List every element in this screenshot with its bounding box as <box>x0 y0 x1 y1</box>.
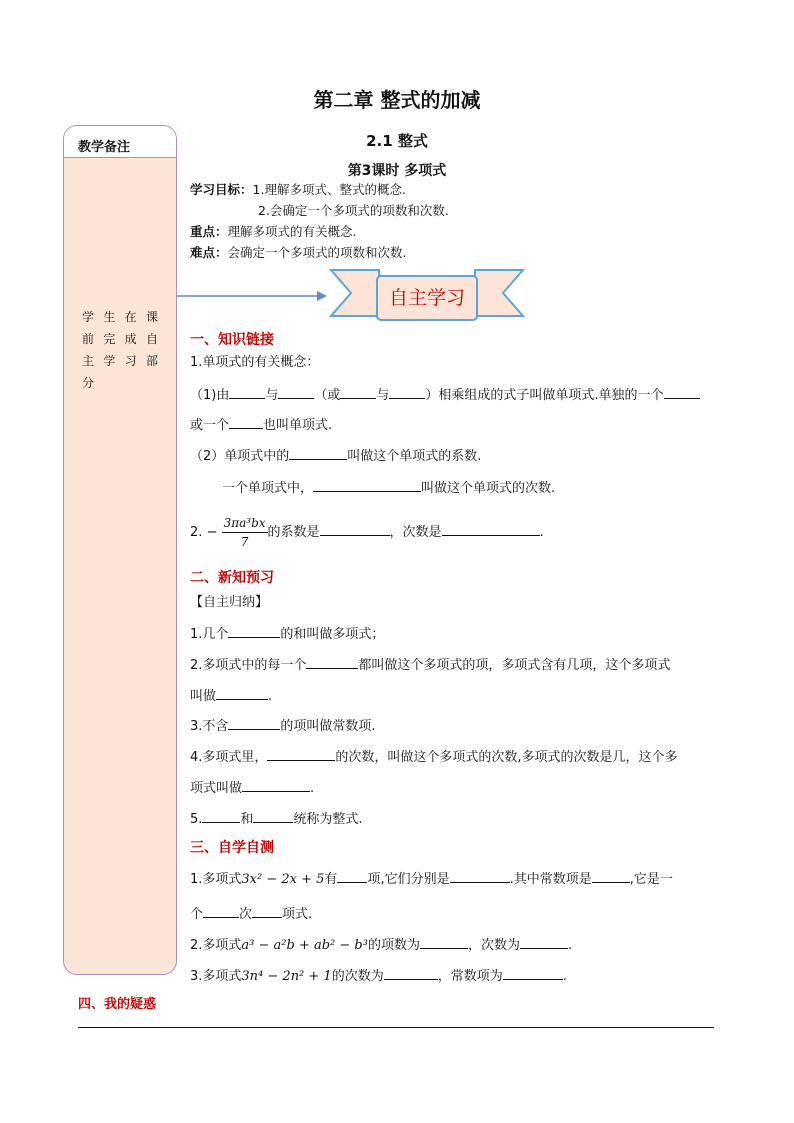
blank[interactable] <box>389 386 425 399</box>
blank[interactable] <box>228 717 280 730</box>
text-seg: 也叫单项式. <box>263 418 333 433</box>
part2-l3 <box>190 717 725 736</box>
blank[interactable] <box>289 447 347 460</box>
text-seg: 2.多项式中的每一个 <box>190 658 307 673</box>
key-text: 理解多项式的有关概念. <box>227 224 357 239</box>
sidebar-note: 学生在课前完成自主学习部分 <box>82 310 164 390</box>
text-seg: ，常数项为 <box>437 969 503 984</box>
part3-l3 <box>190 967 725 986</box>
blank[interactable] <box>337 870 367 883</box>
part2-subheading: 【自主归纳】 <box>190 595 269 610</box>
blank[interactable] <box>340 386 376 399</box>
objective-1: 1.理解多项式、整式的概念. <box>252 182 406 197</box>
text-seg: 的次数为 <box>331 969 384 984</box>
text-seg: .其中常数项是 <box>509 872 592 887</box>
part3-l1 <box>190 870 725 889</box>
text-seg: 的和叫做多项式； <box>280 627 385 642</box>
part3-l2 <box>190 936 725 955</box>
blank[interactable] <box>203 905 239 918</box>
text-seg: 3.不含 <box>190 719 229 734</box>
objective-2: 2.会确定一个多项式的项数和次数. <box>258 203 449 218</box>
text-seg: 1.几个 <box>190 627 229 642</box>
text-seg: 项式叫做 <box>190 781 243 796</box>
blank[interactable] <box>253 810 293 823</box>
difficult-point <box>190 244 407 261</box>
text-seg: 都叫做这个多项式的项，多项式含有几项，这个多项式 <box>358 658 671 673</box>
self-study-banner <box>329 266 525 326</box>
blank[interactable] <box>503 967 563 980</box>
text-seg: 和 <box>240 812 254 827</box>
math-expression: 3x² − 2x + 5 <box>241 872 325 887</box>
part1-q1b <box>190 447 725 466</box>
blank[interactable] <box>320 523 390 536</box>
text-seg: 的项叫做常数项. <box>280 719 376 734</box>
text-seg: 或一个 <box>190 418 230 433</box>
blank[interactable] <box>267 748 335 761</box>
text-seg: ）相乘组成的式子叫做单项式.单独的一个 <box>425 388 664 403</box>
part3-l1-cont <box>190 905 725 924</box>
blank[interactable] <box>202 810 240 823</box>
blank[interactable] <box>313 479 421 492</box>
chapter-title: 第二章 整式的加减 <box>313 88 481 112</box>
part1-q1c <box>222 479 757 498</box>
blank[interactable] <box>664 386 700 399</box>
text-seg: . <box>310 781 315 796</box>
part4-heading: 四、我的疑惑 <box>78 997 157 1012</box>
text-seg: 一个单项式中， <box>222 481 314 496</box>
blank[interactable] <box>242 779 310 792</box>
part2-l1 <box>190 625 725 644</box>
text-seg: 的系数是 <box>267 525 320 540</box>
lesson-title: 第3课时 多项式 <box>347 163 447 179</box>
text-seg: 4.多项式里， <box>190 750 268 765</box>
fraction-denominator: 7 <box>240 535 249 549</box>
part1-q2 <box>190 514 725 551</box>
text-seg: 5. <box>190 812 203 827</box>
fraction-numerator: 3πa³bx <box>222 514 268 533</box>
arrow-icon <box>177 288 327 304</box>
text-seg: ，次数是 <box>389 525 442 540</box>
text-seg: 的项数为 <box>367 938 420 953</box>
part2-l5 <box>190 810 725 829</box>
text-seg: 2. − <box>190 525 218 540</box>
math-expression: a³ − a²b + ab² − b³ <box>241 938 368 953</box>
text-seg: 1.多项式 <box>190 872 242 887</box>
blank[interactable] <box>278 386 314 399</box>
text-seg: 2.多项式 <box>190 938 242 953</box>
part2-heading: 二、新知预习 <box>190 570 274 586</box>
teaching-notes-sidebar <box>63 125 177 975</box>
part1-q1: 1.单项式的有关概念： <box>190 355 320 370</box>
text-seg: . <box>562 969 567 984</box>
part1-q1a-cont <box>190 416 725 435</box>
part2-l4-cont <box>190 779 725 798</box>
blank[interactable] <box>420 936 468 949</box>
blank[interactable] <box>442 523 540 536</box>
part3-heading: 三、自学自测 <box>190 840 274 856</box>
math-expression: 3n⁴ − 2n² + 1 <box>241 969 332 984</box>
blank[interactable] <box>592 870 630 883</box>
key-label: 重点： <box>190 224 228 239</box>
blank[interactable] <box>252 905 282 918</box>
fraction <box>222 514 268 551</box>
key-point <box>190 223 357 240</box>
text-seg: 与 <box>376 388 390 403</box>
text-seg: 叫做这个单项式的系数. <box>347 449 482 464</box>
text-seg: 有 <box>324 872 338 887</box>
part2-l2-cont <box>190 687 725 706</box>
objectives-line-1 <box>190 181 406 198</box>
section-title: 2.1 整式 <box>366 132 428 150</box>
blank[interactable] <box>229 416 263 429</box>
text-seg: 统称为整式. <box>293 812 363 827</box>
text-seg: . <box>567 938 573 953</box>
blank[interactable] <box>384 967 438 980</box>
blank[interactable] <box>450 870 510 883</box>
text-seg: 叫做 <box>190 689 217 704</box>
blank[interactable] <box>228 625 280 638</box>
sidebar-header: 教学备注 <box>64 126 176 158</box>
text-seg: （2）单项式中的 <box>190 449 290 464</box>
difficult-text: 会确定一个多项式的项数和次数. <box>227 245 407 260</box>
blank[interactable] <box>229 386 265 399</box>
part1-q1a <box>190 386 725 405</box>
objectives-label: 学习目标： <box>190 182 253 197</box>
text-seg: ,它是一 <box>629 872 673 887</box>
text-seg: ，次数为 <box>467 938 520 953</box>
text-seg: . <box>539 525 544 540</box>
blank[interactable] <box>520 936 568 949</box>
text-seg: 个 <box>190 907 204 922</box>
text-seg: 的次数，叫做这个多项式的次数,多项式的次数是几，这个多 <box>335 750 678 765</box>
text-seg: （1)由 <box>190 388 230 403</box>
part1-heading: 一、知识链接 <box>190 332 274 348</box>
answer-line[interactable] <box>78 1027 714 1028</box>
part2-l4 <box>190 748 725 767</box>
text-seg: . <box>268 689 273 704</box>
text-seg: 次 <box>239 907 253 922</box>
text-seg: 叫做这个单项式的次数. <box>421 481 556 496</box>
text-seg: 与 <box>265 388 279 403</box>
text-seg: （或 <box>314 388 341 403</box>
difficult-label: 难点： <box>190 245 228 260</box>
text-seg: 3.多项式 <box>190 969 242 984</box>
blank[interactable] <box>306 656 358 669</box>
blank[interactable] <box>216 687 268 700</box>
banner-text: 自主学习 <box>388 287 465 309</box>
part2-l2 <box>190 656 725 675</box>
text-seg: 项,它们分别是 <box>367 872 450 887</box>
text-seg: 项式. <box>282 907 313 922</box>
